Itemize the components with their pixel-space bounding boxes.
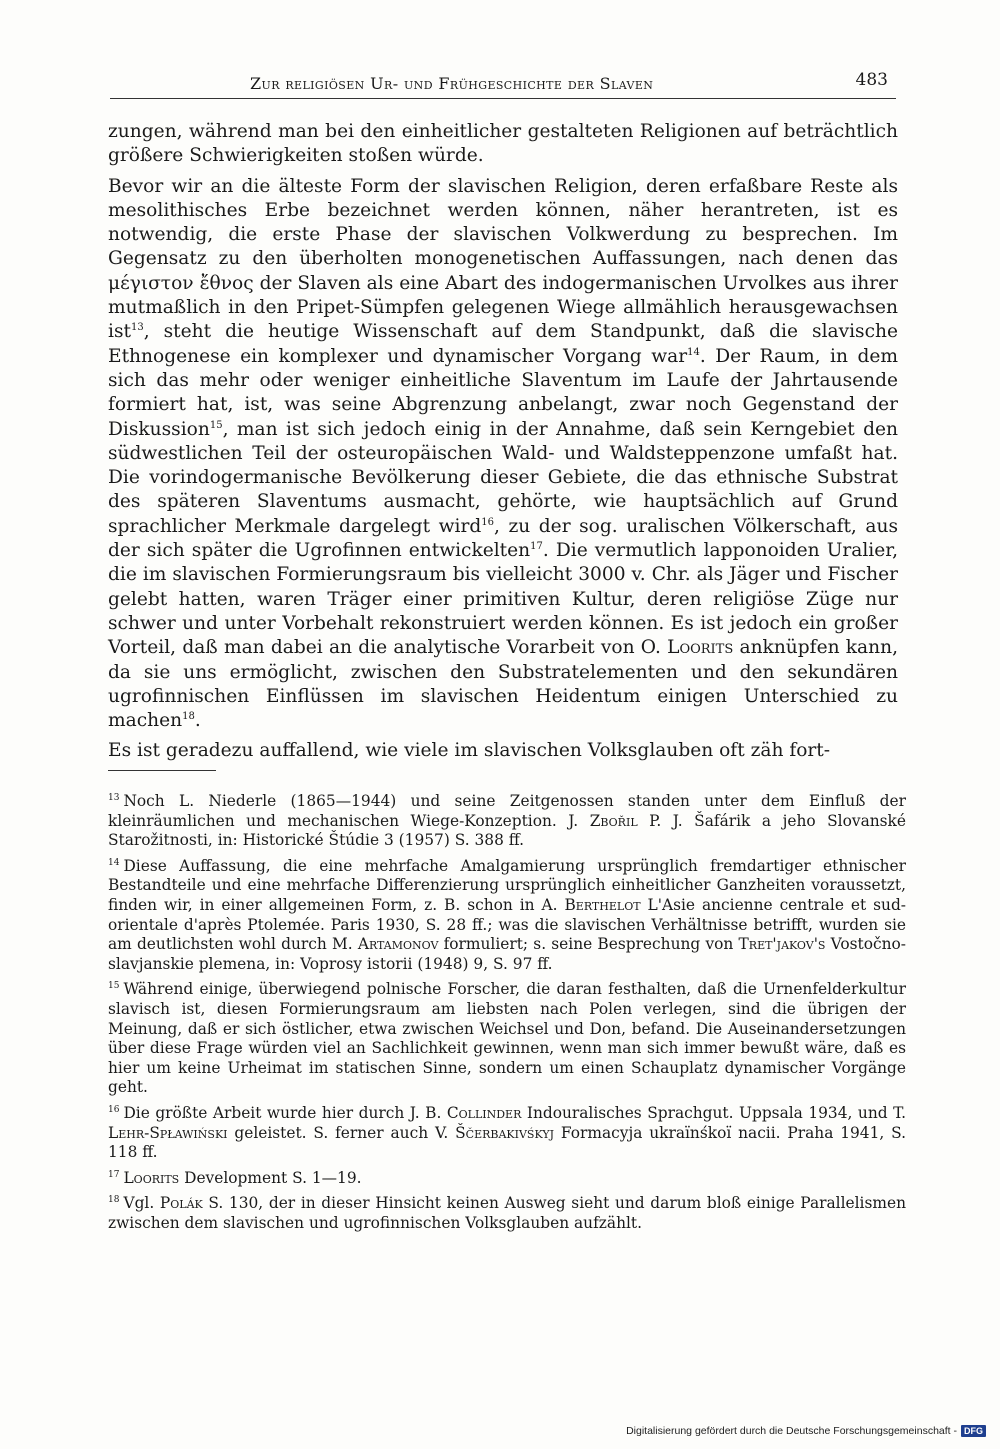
- text-run: Während einige, überwiegend polnische Forscher, die daran festhalten, daß die Urnenfelderkultur slavisch ist, diesen Formierungsraum am liebsten nach Polen verlegen, sind die übrigen der Meinung, daß er sich östlicher, etwa zwischen Weichsel und Don, befand. Die Auseinandersetzungen über diese Frage würden viel an Sachlichkeit gewinnen, wenn man sich immer bewußt wäre, daß es hier um keine Urheimat im statischen Sinne, sondern um einen Schauplatz dynamischer Vorgänge geht.: [108, 980, 906, 1097]
- text-run: L'Asie ancienne centrale et sud-orientale d'après Ptolemée. Paris 1930, S. 28 ff.; was die slavischen Verhältnisse betrifft, wurden sie am deutlichsten wohl durch M.: [108, 895, 907, 954]
- text-run: Vostočno-slavjanskie plemena, in: Voprosy istorii (1948) 9, S. 97 ff.: [108, 935, 906, 973]
- footnote-18: [108, 1194, 906, 1233]
- text-run: Indouralisches Sprachgut. Uppsala 1934, und T.: [521, 1103, 906, 1122]
- text-run: Die größte Arbeit wurde hier durch J. B.: [123, 1103, 447, 1122]
- running-header: [110, 70, 896, 99]
- footnote-17: [108, 1169, 906, 1189]
- footnote-number: 13: [108, 793, 120, 803]
- text-run: , man ist sich jedoch einig in der Annahme, daß sein Kerngebiet den südwestlichen Teil der osteuropäischen Wald- und Waldsteppenzone umfaßt hat. Die vorindogermanische Bevölkerung dieser Gebiete, die das ethnische Substrat des späteren Slaventums ausmacht, gehörte, wie hauptsächlich auf Grund sprachlicher Merkmale dargelegt wird: [108, 418, 898, 537]
- paragraph-2: [108, 175, 898, 734]
- main-text: [108, 120, 898, 770]
- text-run: S. 130, der in dieser Hinsicht keinen Ausweg sieht und darum bloß einige Parallelismen zwischen dem slavischen und ugrofinnischen Volksglauben aufzählt.: [108, 1194, 906, 1232]
- footnote-divider: [108, 770, 216, 771]
- footnote-15: [108, 980, 906, 1098]
- text-run: Diese Auffassung, die eine mehrfache Amalgamierung ursprünglich fremdartiger ethnischer Bestandteile und eine mehrfache Differenzierung ursprünglich einheitlicher Ganzheiten voraussetzt, finden wir, in einer allgemeinen Form, z. B. schon in A.: [108, 856, 906, 914]
- text-run: Bevor wir an die älteste Form der slavischen Religion, deren erfaßbare Reste als mesolithisches Erbe bezeichnet werden können, näher herantreten, ist es notwendig, die erste Phase der slavischen Volkwerdung zu besprechen. Im Gegensatz zu den überholten monogenetischen Auffassungen, nach denen das μέγιστον ἔθνος der Slaven als eine Abart des indogermanischen Urvolkes aus ihrer mutmaßlich in den Pripet-Sümpfen gelegenen Wiege allmählich herausgewachsen ist: [108, 175, 898, 343]
- running-title: Zur religiösen Ur- und Frühgeschichte der Slaven: [250, 74, 654, 93]
- footnote-ref-18: 18: [182, 711, 195, 723]
- digitization-credit: [626, 1425, 986, 1437]
- author-name: Loorits: [123, 1168, 180, 1187]
- text-run: Noch L. Niederle (1865—1944) und seine Zeitgenossen standen unter dem Einfluß der kleinräumlichen und mechanischen Wiege-Konzeption. J.: [108, 792, 906, 830]
- footnote-number: 16: [108, 1104, 120, 1115]
- text-run: geleistet. S. ferner auch V.: [227, 1123, 456, 1142]
- footnote-number: 17: [108, 1169, 120, 1180]
- footnotes: [108, 792, 906, 1239]
- text-run: Formacyja ukraïnśkoï nacii. Praha 1941, S. 118 ff.: [108, 1123, 906, 1162]
- author-name: Collinder: [446, 1103, 522, 1122]
- footnote-ref-17: 17: [530, 541, 543, 553]
- footnote-14: [108, 857, 906, 975]
- dfg-logo-icon: DFG: [961, 1425, 986, 1437]
- author-name: Tret'jakov's: [738, 935, 826, 954]
- text-run: , zu der sog. uralischen Völkerschaft, aus der sich später die Ugrofinnen entwickelten: [108, 515, 898, 562]
- paragraph-1: zungen, während man bei den einheitlicher gestalteten Religionen auf beträchtlich größere Schwierigkeiten stoßen würde.: [108, 121, 898, 167]
- text-run: P. J. Šafárik a jeho Slovanské Starožitnosti, in: Historické Štúdie 3 (1957) S. 388 ff.: [108, 811, 906, 850]
- author-name: Zbořil: [589, 811, 638, 830]
- text-run: , steht die heutige Wissenschaft auf dem Standpunkt, daß die slavische Ethnogenese ein komplexer und dynamischer Vorgang war: [108, 321, 898, 367]
- footnote-ref-13: 13: [130, 322, 144, 334]
- author-name: Loorits: [667, 637, 734, 659]
- footnote-number: 15: [108, 981, 120, 992]
- author-name: Polák: [159, 1194, 203, 1213]
- footnote-13: [108, 792, 906, 851]
- author-name: Artamonov: [357, 935, 439, 954]
- text-run: Vgl.: [123, 1194, 160, 1213]
- footnote-ref-14: 14: [687, 346, 700, 358]
- text-run: Development S. 1—19.: [179, 1168, 362, 1187]
- footnote-number: 14: [108, 857, 120, 868]
- author-name: Lehr-Spławiński: [108, 1123, 228, 1142]
- text-run: . Der Raum, in dem sich das mehr oder weniger einheitliche Slaventum im Laufe der Jahrtausende formiert hat, ist, was seine Abgrenzung anbelangt, zwar noch Gegenstand der Diskussion: [108, 345, 898, 440]
- author-name: Berthelot: [564, 895, 641, 914]
- page-number: 483: [855, 70, 888, 90]
- footnote-ref-16: 16: [481, 516, 494, 528]
- paragraph-3: Es ist geradezu auffallend, wie viele im slavischen Volksglauben oft zäh fort-: [108, 740, 831, 762]
- footnote-ref-15: 15: [209, 419, 223, 431]
- text-run: formuliert; s. seine Besprechung von: [438, 935, 739, 954]
- credit-text: Digitalisierung gefördert durch die Deutsche Forschungsgemeinschaft -: [626, 1425, 957, 1437]
- text-run: anknüpfen kann, da sie uns ermöglicht, zwischen den Substratelementen und den sekundären ugrofinnischen Einflüssen im slavischen Heidentum einigen Unterschied zu machen: [108, 637, 898, 732]
- footnote-number: 18: [108, 1195, 120, 1206]
- author-name: Ščerbakivśkyj: [455, 1123, 555, 1142]
- text-run: . Die vermutlich lapponoiden Uralier, die im slavischen Formierungsraum bis vielleicht 3000 v. Chr. als Jäger und Fischer gelebt hatten, waren Träger einer primitiven Kultur, deren religiöse Züge nur schwer und unter Vorbehalt rekonstruiert werden können. Es ist jedoch ein großer Vorteil, daß man dabei an die analytische Vorarbeit von O.: [108, 540, 898, 659]
- footnote-16: [108, 1104, 906, 1163]
- text-run: .: [194, 710, 201, 732]
